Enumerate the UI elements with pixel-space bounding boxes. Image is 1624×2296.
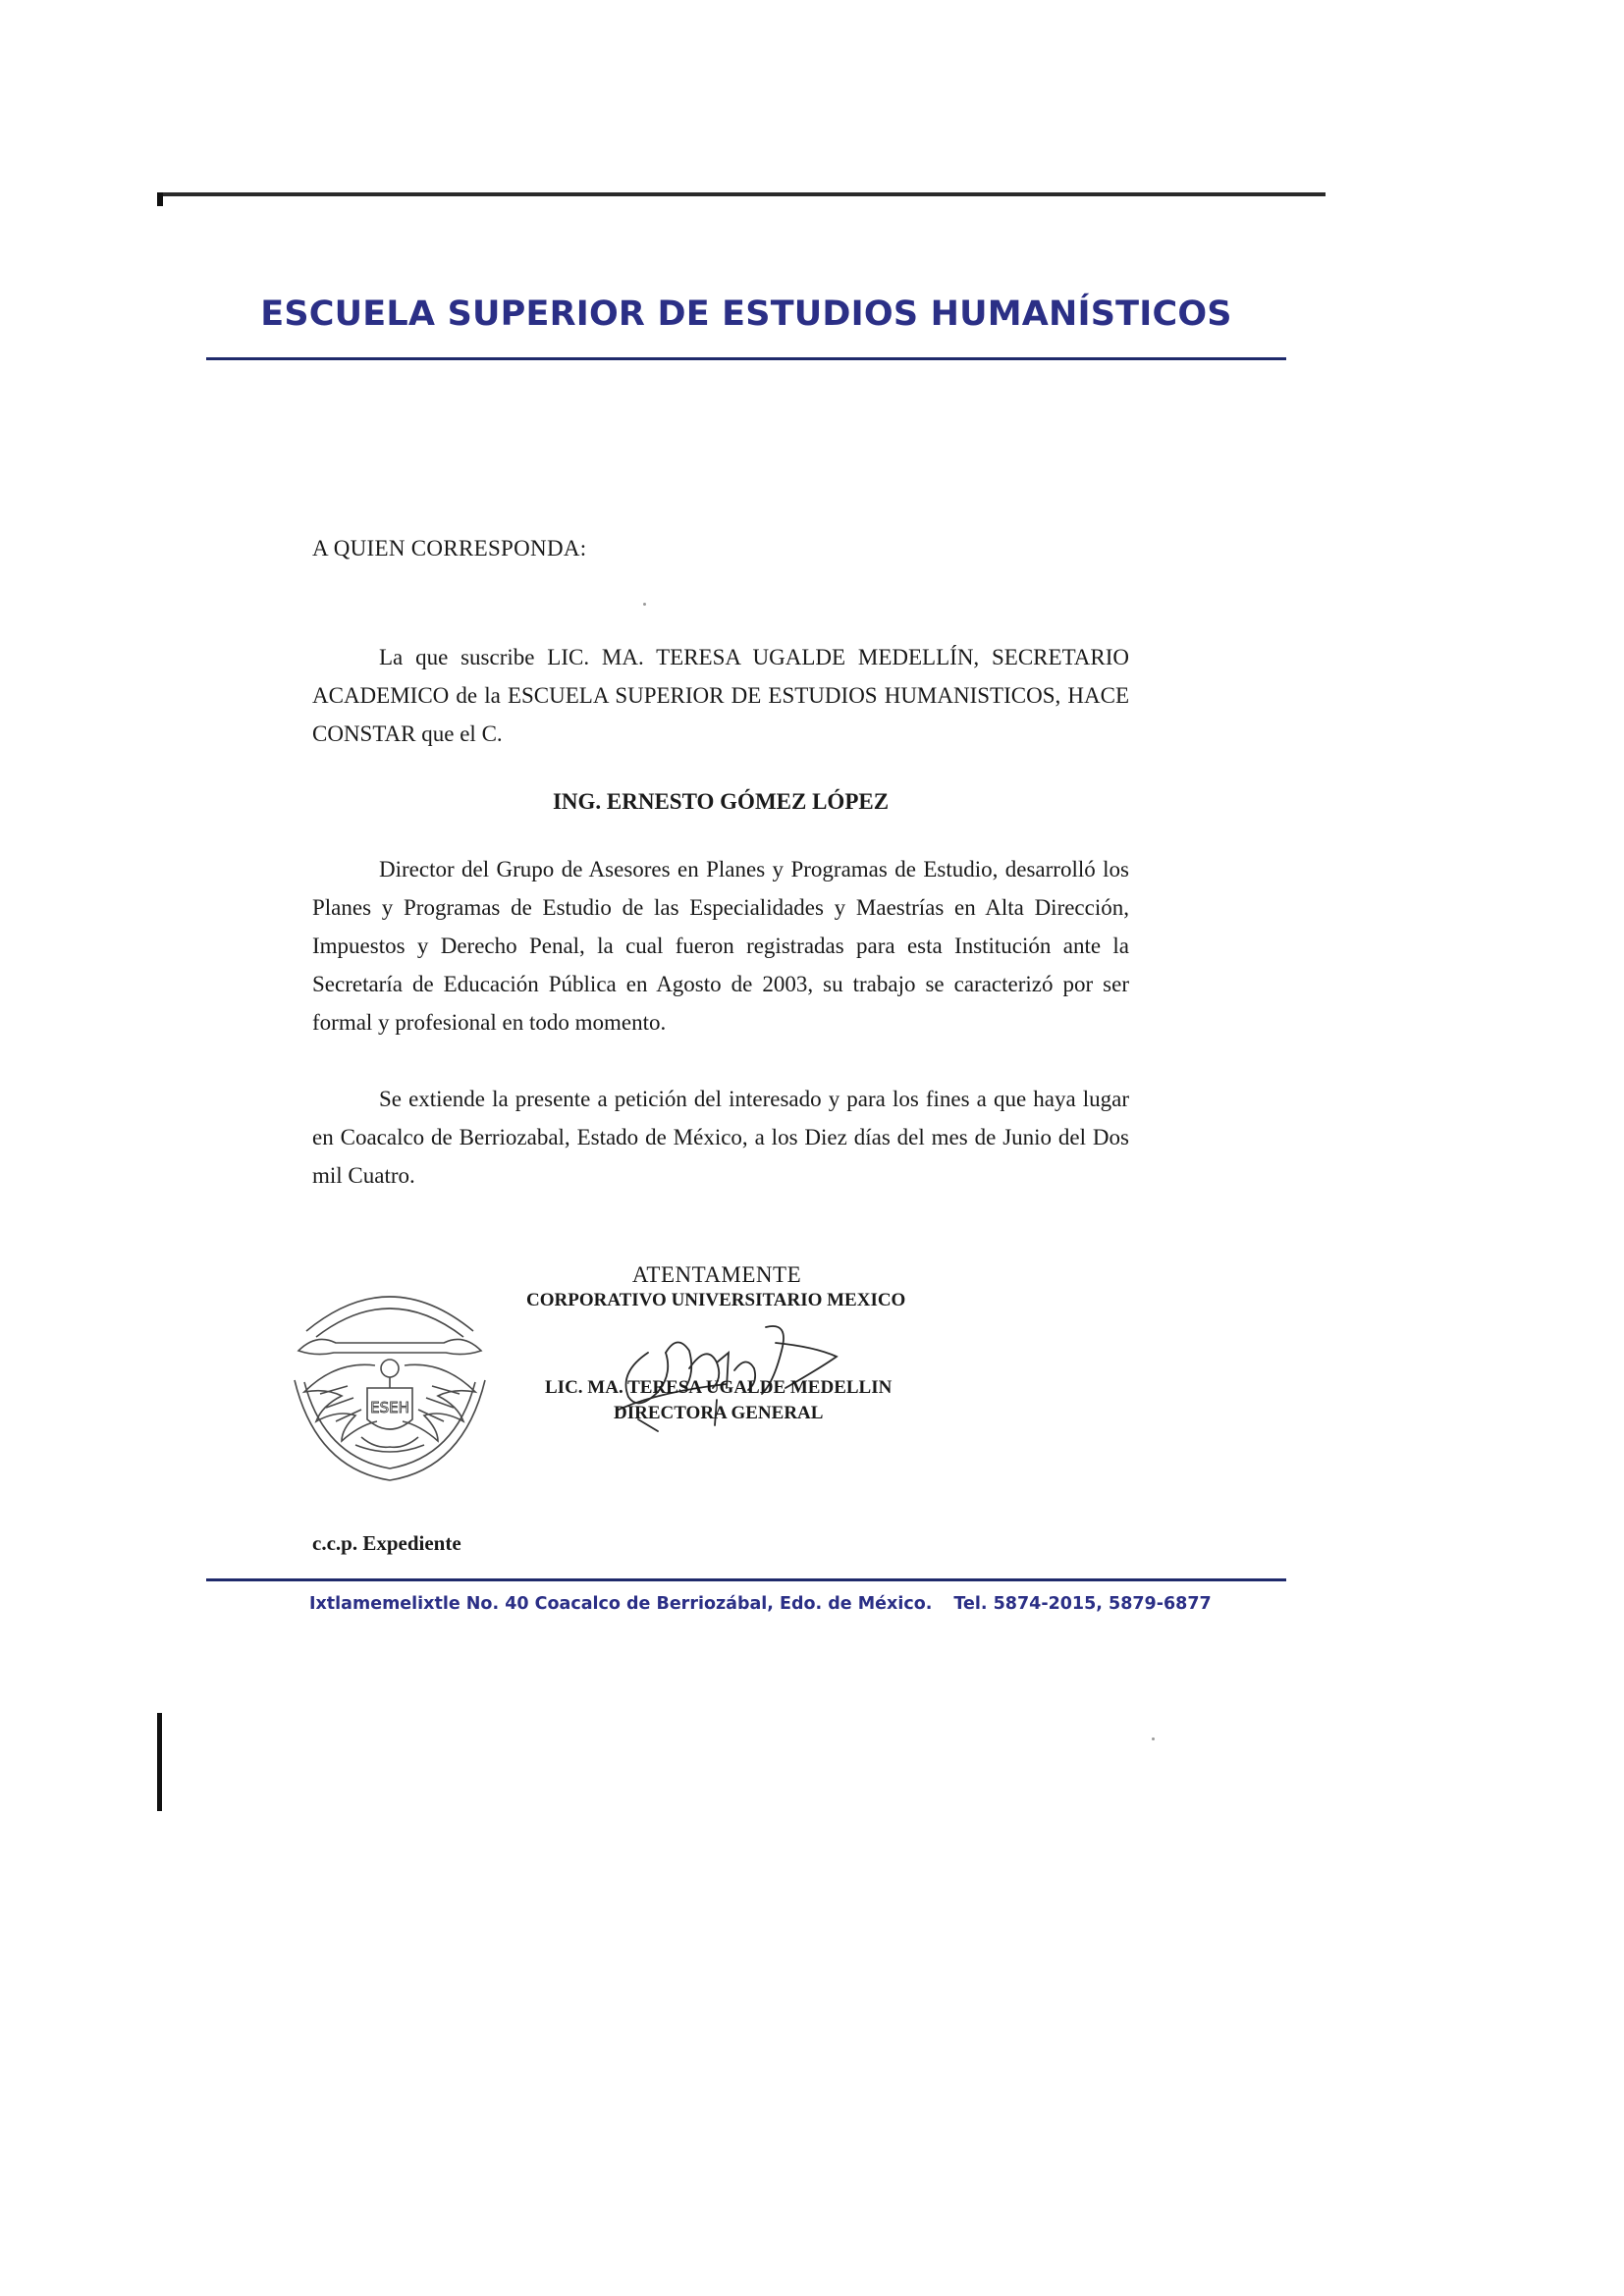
scan-corner-mark	[157, 192, 163, 206]
signatory-title: DIRECTORA GENERAL	[614, 1403, 824, 1423]
paragraph-intro: La que suscribe LIC. MA. TERESA UGALDE MEDELLÍN, SECRETARIO ACADEMICO de la ESCUELA SUPERIOR DE ESTUDIOS HUMANISTICOS, HACE CONSTAR que el C.	[312, 645, 1129, 746]
page-title: ESCUELA SUPERIOR DE ESTUDIOS HUMANÍSTICOS	[260, 294, 1232, 334]
organization-name: CORPORATIVO UNIVERSITARIO MEXICO	[526, 1290, 906, 1310]
footer-phone: Tel. 5874-2015, 5879-6877	[953, 1594, 1212, 1614]
carbon-copy-note: c.c.p. Expediente	[312, 1531, 461, 1555]
seal-center-text: ESEH	[370, 1399, 409, 1416]
scan-speck	[1152, 1737, 1155, 1740]
footer-divider	[206, 1578, 1286, 1581]
footer-contact	[309, 1594, 1291, 1614]
scan-left-edge-bar	[157, 1713, 162, 1811]
scan-top-edge-line	[157, 192, 1326, 196]
school-seal-logo	[277, 1272, 503, 1486]
header-divider	[206, 357, 1286, 360]
salutation: A QUIEN CORRESPONDA:	[312, 536, 587, 561]
footer-address: Ixtlamemelixtle No. 40 Coacalco de Berriozábal, Edo. de México.	[309, 1594, 933, 1614]
scan-speck	[643, 603, 646, 606]
paragraph-closing: Se extiende la presente a petición del interesado y para los fines a que haya lugar en Coacalco de Berriozabal, Estado de México, a los Diez días del mes de Junio del Dos mil Cuatro.	[312, 1087, 1129, 1188]
paragraph-body: Director del Grupo de Asesores en Planes y Programas de Estudio, desarrolló los Planes y Programas de Estudio de las Especialidades y Maestrías en Alta Dirección, Impuestos y Derecho Penal, la cual fueron registradas para esta Institución ante la Secretaría de Educación Pública en Agosto de 2003, su trabajo se caracterizó por ser formal y profesional en todo momento.	[312, 857, 1129, 1035]
closing-salutation: ATENTAMENTE	[631, 1262, 802, 1287]
signatory-name: LIC. MA. TERESA UGALDE MEDELLIN	[545, 1377, 893, 1398]
person-name: ING. ERNESTO GÓMEZ LÓPEZ	[552, 789, 890, 814]
